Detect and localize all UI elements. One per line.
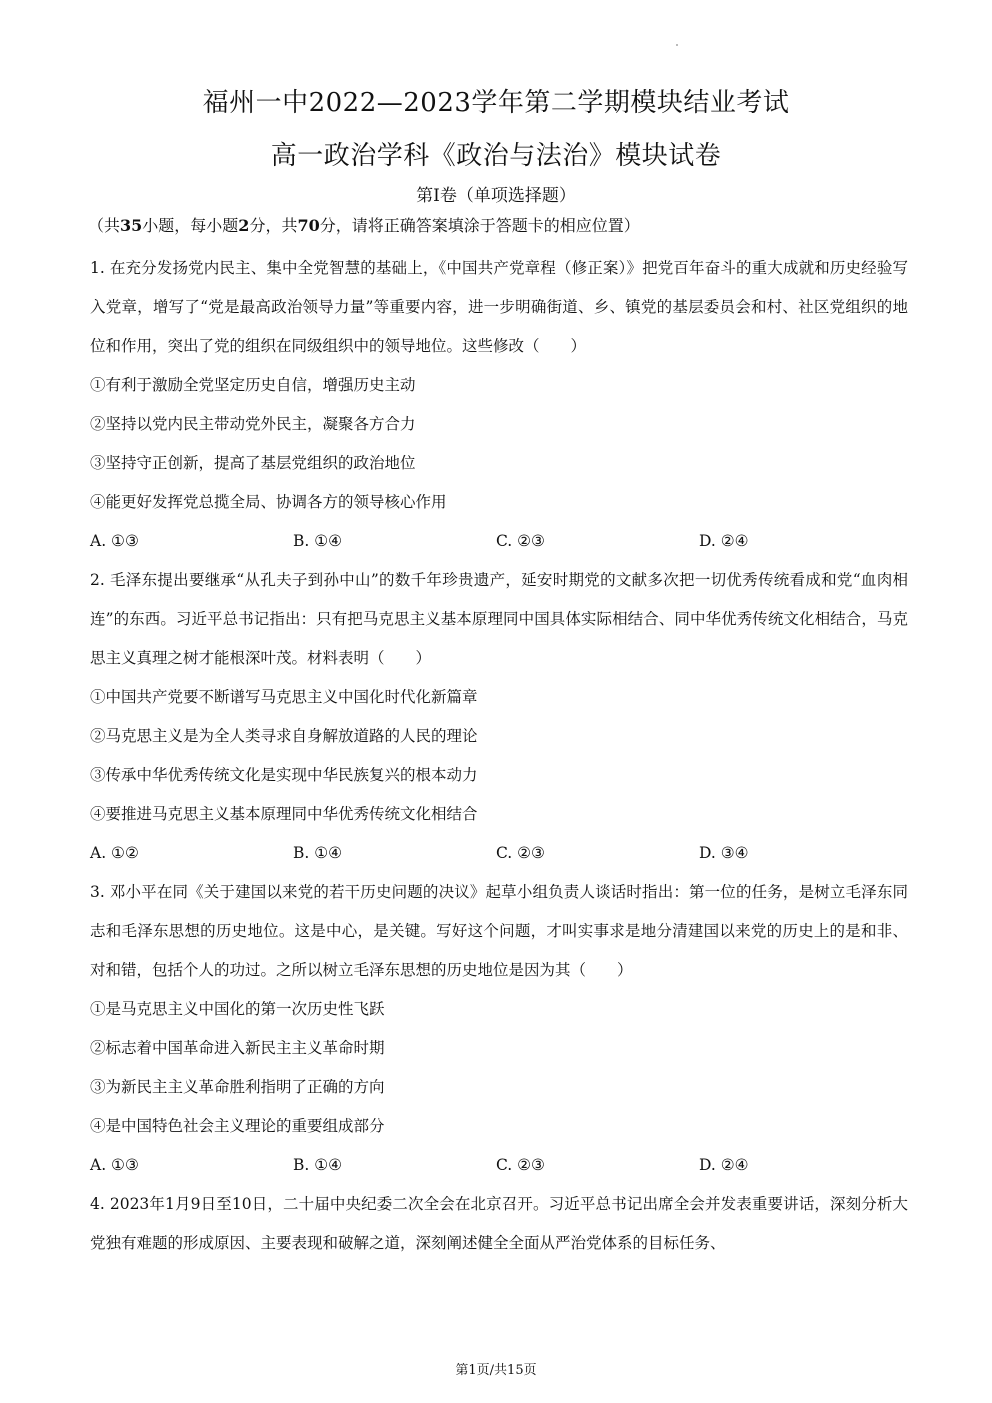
question-4 <box>90 1185 908 1263</box>
scan-dot <box>676 44 678 46</box>
page-number: 第1页/共15页 <box>455 1363 537 1378</box>
statement-option: ④要推进马克思主义基本原理同中华优秀传统文化相结合 <box>90 805 478 823</box>
question-stem: 2. 毛泽东提出要继承“从孔夫子到孙中山”的数千年珍贵遗产，延安时期党的文献多次把一切优秀传统看成和党“血肉相连”的东西。习近平总书记指出：只有把马克思主义基本原理同中国具体实际相结合、同中华优秀传统文化相结合，马克思主义真理之树才能根深叶茂。材料表明（ ） <box>90 571 908 667</box>
section-title: 第Ⅰ卷（单项选择题） <box>416 186 576 206</box>
statement-option: ③为新民主主义革命胜利指明了正确的方向 <box>90 1078 385 1096</box>
choice-a: A. ①③ <box>90 1156 139 1174</box>
question-stem: 1. 在充分发扬党内民主、集中全党智慧的基础上，《中国共产党章程（修正案）》把党百年奋斗的重大成就和历史经验写入党章，增写了“党是最高政治领导力量”等重要内容，进一步明确街道、乡、镇党的基层委员会和村、社区党组织的地位和作用，突出了党的组织在同级组织中的领导地位。这些修改（ ） <box>90 259 908 355</box>
question-stem: 4. 2023年1月9日至10日，二十届中央纪委二次全会在北京召开。习近平总书记出席全会并发表重要讲话，深刻分析大党独有难题的形成原因、主要表现和破解之道，深刻阐述健全全面从严治党体系的目标任务、 <box>90 1195 908 1252</box>
statement-option: ①有利于激励全党坚定历史自信，增强历史主动 <box>90 376 416 394</box>
statement-option: ④能更好发挥党总揽全局、协调各方的领导核心作用 <box>90 493 447 511</box>
choice-c: C. ②③ <box>496 844 545 862</box>
instr-total: 70 <box>297 216 320 235</box>
choice-d: D. ②④ <box>699 532 749 550</box>
choice-b: B. ①④ <box>293 532 343 550</box>
answer-choices <box>90 522 908 561</box>
choice-b: B. ①④ <box>293 1156 343 1174</box>
instr-text: 小题，每小题 <box>142 216 239 235</box>
exam-title: 福州一中2022—2023学年第二学期模块结业考试 <box>202 88 790 118</box>
statement-option: ①是马克思主义中国化的第一次历史性飞跃 <box>90 1000 385 1018</box>
instr-count: 35 <box>120 216 143 235</box>
choice-c: C. ②③ <box>496 1156 545 1174</box>
statement-option: ④是中国特色社会主义理论的重要组成部分 <box>90 1117 385 1135</box>
choice-c: C. ②③ <box>496 532 545 550</box>
choice-a: A. ①② <box>90 844 139 862</box>
instr-text: 分，共 <box>249 216 298 235</box>
choice-d: D. ②④ <box>699 1156 749 1174</box>
question-2 <box>90 561 908 873</box>
choice-d: D. ③④ <box>699 844 749 862</box>
instr-text: 分，请将正确答案填涂于答题卡的相应位置） <box>319 216 640 235</box>
instr-points: 2 <box>238 216 250 235</box>
statement-option: ②标志着中国革命进入新民主主义革命时期 <box>90 1039 385 1057</box>
section-instructions <box>88 214 918 238</box>
choice-b: B. ①④ <box>293 844 343 862</box>
choice-a: A. ①③ <box>90 532 139 550</box>
question-list <box>90 249 908 1263</box>
statement-option: ②马克思主义是为全人类寻求自身解放道路的人民的理论 <box>90 727 478 745</box>
statement-option: ①中国共产党要不断谱写马克思主义中国化时代化新篇章 <box>90 688 478 706</box>
question-stem: 3. 邓小平在同《关于建国以来党的若干历史问题的决议》起草小组负责人谈话时指出：第一位的任务，是树立毛泽东同志和毛泽东思想的历史地位。这是中心，是关键。写好这个问题，才叫实事求是地分清建国以来党的历史上的是和非、对和错，包括个人的功过。之所以树立毛泽东思想的历史地位是因为其（ ） <box>90 883 908 979</box>
statement-option: ②坚持以党内民主带动党外民主，凝聚各方合力 <box>90 415 416 433</box>
answer-choices <box>90 834 908 873</box>
statement-option: ③传承中华优秀传统文化是实现中华民族复兴的根本动力 <box>90 766 478 784</box>
question-1 <box>90 249 908 561</box>
answer-choices <box>90 1146 908 1185</box>
exam-subtitle: 高一政治学科《政治与法治》模块试卷 <box>270 141 722 171</box>
instr-text: （共 <box>88 216 121 235</box>
statement-option: ③坚持守正创新，提高了基层党组织的政治地位 <box>90 454 416 472</box>
question-3 <box>90 873 908 1185</box>
